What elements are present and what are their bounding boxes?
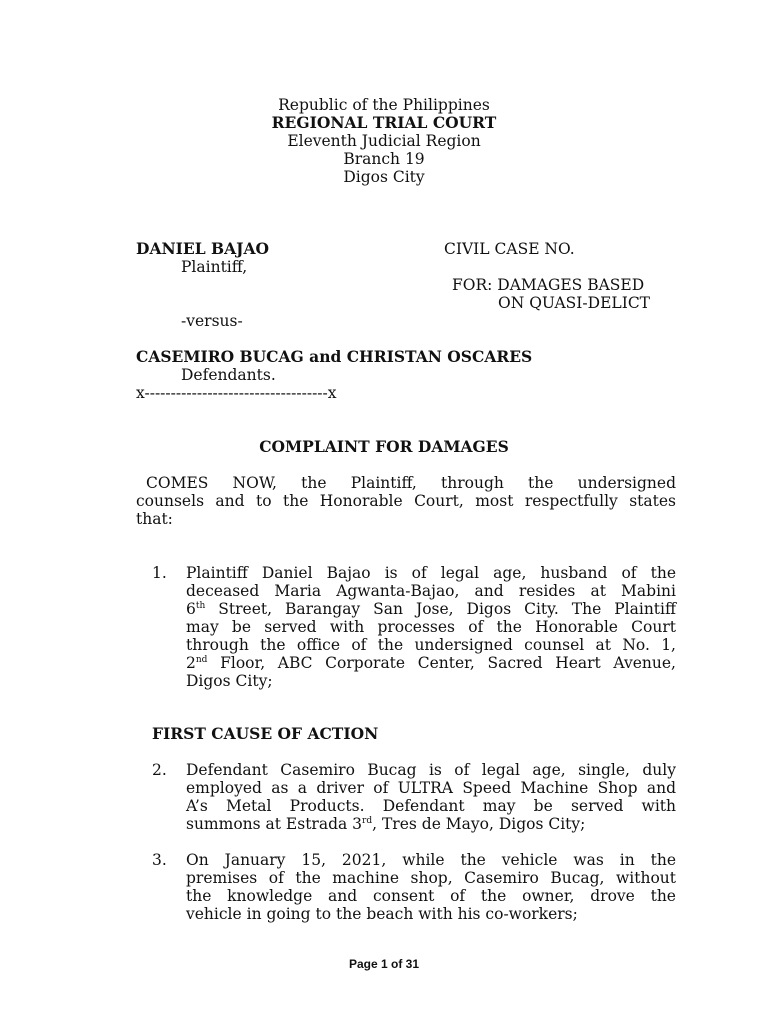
intro-line: that: [136, 510, 173, 528]
page-of-label: of [387, 957, 406, 971]
civil-case-no: CIVIL CASE NO. [444, 240, 575, 258]
ordinal-number: 6 [186, 600, 196, 618]
paragraph-line: A’s Metal Products. Defendant may be served with [186, 797, 676, 815]
intro-paragraph [136, 474, 676, 528]
paragraph-number: 3. [152, 851, 167, 869]
caption-separator: x-----------------------------------x [136, 384, 337, 402]
paragraph-line [186, 815, 676, 833]
paragraph-line: Defendant Casemiro Bucag is of legal age, single, duly [186, 761, 676, 779]
ordinal-suffix: th [195, 601, 206, 611]
case-nature-line1: FOR: DAMAGES BASED [452, 276, 645, 294]
line-text: , Tres de Mayo, Digos City; [372, 815, 586, 833]
ordinal-suffix: nd [195, 655, 208, 665]
page-footer [0, 955, 768, 973]
paragraph-line: employed as a driver of ULTRA Speed Machine Shop and [186, 779, 676, 797]
page-total: 31 [405, 957, 420, 971]
intro-line: counsels and to the Honorable Court, most respectfully states [136, 492, 676, 510]
paragraph-line: deceased Maria Agwanta-Bajao, and resides at Mabini [186, 582, 676, 600]
section-heading: FIRST CAUSE OF ACTION [152, 724, 379, 743]
page-number: 1 [380, 957, 388, 971]
paragraph-1 [186, 564, 676, 690]
paragraph-line: Plaintiff Daniel Bajao is of legal age, husband of the [186, 564, 676, 582]
line-text: Floor, ABC Corporate Center, Sacred Heart Avenue, [207, 654, 676, 672]
header-region: Eleventh Judicial Region [287, 132, 481, 150]
line-text: summons at Estrada 3 [186, 815, 363, 833]
line-text: Street, Barangay San Jose, Digos City. The Plaintiff [205, 600, 676, 618]
paragraph-line: vehicle in going to the beach with his co-workers; [186, 905, 578, 923]
paragraph-line: the knowledge and consent of the owner, drove the [186, 887, 676, 905]
ordinal-number: 2 [186, 654, 196, 672]
paragraph-line: Digos City; [186, 672, 273, 690]
defendants-names: CASEMIRO BUCAG and CHRISTAN OSCARES [136, 347, 533, 366]
paragraph-line [186, 600, 676, 618]
paragraph-line: may be served with processes of the Honorable Court [186, 618, 676, 636]
paragraph-line [186, 654, 676, 672]
plaintiff-role: Plaintiff, [181, 258, 248, 276]
paragraph-line: On January 15, 2021, while the vehicle was in the [186, 851, 676, 869]
header-republic: Republic of the Philippines [278, 96, 490, 114]
paragraph-line: premises of the machine shop, Casemiro Bucag, without [186, 869, 676, 887]
header-court: REGIONAL TRIAL COURT [271, 113, 497, 132]
paragraph-3 [186, 851, 676, 923]
paragraph-number: 1. [152, 564, 167, 582]
page-label: Page [348, 957, 381, 971]
paragraph-number: 2. [152, 761, 167, 779]
paragraph-2 [186, 761, 676, 833]
plaintiff-name: DANIEL BAJAO [136, 239, 269, 258]
header-city: Digos City [343, 168, 425, 186]
case-nature-line2: ON QUASI-DELICT [498, 294, 651, 312]
complaint-title: COMPLAINT FOR DAMAGES [259, 437, 509, 456]
paragraph-line: through the office of the undersigned counsel at No. 1, [186, 636, 676, 654]
intro-line: COMES NOW, the Plaintiff, through the undersigned [146, 474, 676, 492]
ordinal-suffix: rd [362, 816, 373, 826]
versus-label: -versus- [181, 312, 243, 330]
defendants-role: Defendants. [181, 366, 276, 384]
header-branch: Branch 19 [343, 150, 425, 168]
